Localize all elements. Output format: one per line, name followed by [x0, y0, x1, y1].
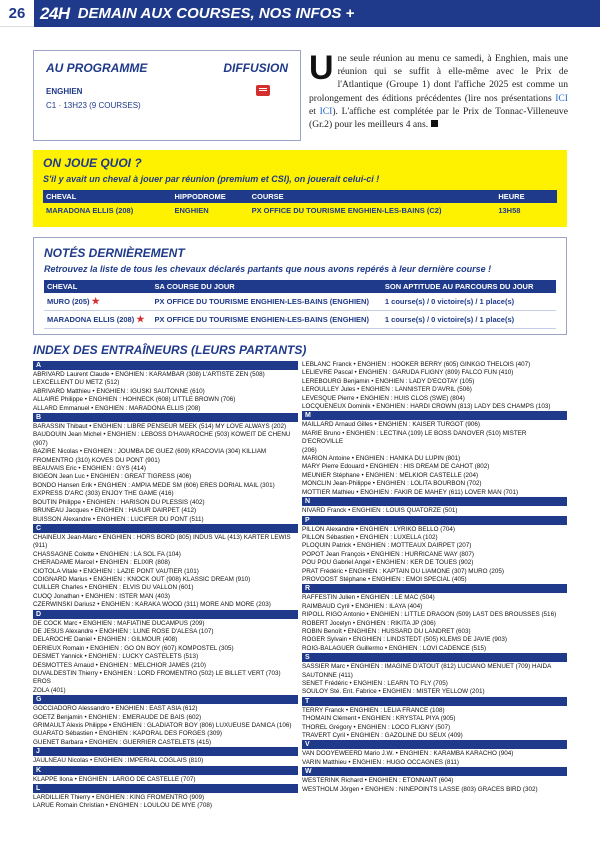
col-aptitude: SON APTITUDE AU PARCOURS DU JOUR: [382, 280, 556, 293]
index-entry[interactable]: BOUTIN Philippe • ENGHIEN : HARISON DU PLESSIS (402): [33, 498, 205, 506]
index-letter: M: [302, 411, 567, 420]
index-entry[interactable]: SASSIER Marc • ENGHIEN : IMAGINE D'ATOUT (812) LUCIANO MENUET (709) HAIDA: [302, 663, 552, 671]
link-ici-2[interactable]: ICI: [319, 105, 333, 117]
index-entry[interactable]: GOETZ Benjamin • ENGHIEN : EMERAUDE DE BAIS (602): [33, 713, 202, 721]
index-letter: P: [302, 516, 567, 525]
col-hippodrome: HIPPODROME: [172, 190, 249, 203]
index-entry[interactable]: MARIE Bruno • ENGHIEN : LECTINA (109) LE BOSS DANOVER (510) MISTER D'ECROVILLE: [302, 429, 527, 446]
index-entry[interactable]: KLAPPE Ilona • ENGHIEN : LARGO DE CASTELLE (707): [33, 775, 196, 783]
tv-channel-icon[interactable]: [256, 85, 270, 96]
index-entry[interactable]: SOULOY Sté. Ent. Fabrice • ENGHIEN : MISTER YELLOW (201): [302, 688, 485, 696]
index-entry[interactable]: GUARATO Sébastien • ENGHIEN : KAPORAL DES FORGES (309): [33, 730, 222, 738]
header-title: DEMAIN AUX COURSES, NOS INFOS +: [77, 5, 355, 22]
index-entry[interactable]: PLOQUIN Patrick • ENGHIEN : MOTTEAUX DAIRPET (207): [302, 542, 472, 550]
index-entry[interactable]: LOCQUENEUX Dominik • ENGHIEN : HARDI CROWN (813) LADY DES CHAMPS (103): [302, 403, 551, 411]
index-entry[interactable]: ALLAIRE Philippe • ENGHIEN : HOHNECK (608) LITTLE BROWN (706): [33, 396, 236, 404]
notes-title: NOTÉS DERNIÈREMENT: [44, 246, 185, 260]
index-entry[interactable]: RAFFESTIN Julien • ENGHIEN : LE MAC (504): [302, 594, 435, 602]
on-joue-quoi-subtitle: S'il y avait un cheval à jouer par réunion (premium et CSI), on jouerait celui-ci !: [43, 174, 380, 184]
programme-detail: C1 · 13H23 (9 COURSES): [46, 101, 141, 110]
index-entry[interactable]: POU POU Gabriel Angel • ENGHIEN : KER DE TOUES (902): [302, 559, 474, 567]
index-letter: T: [302, 697, 567, 706]
end-mark: [431, 120, 438, 127]
index-entry[interactable]: GUENET Barbara • ENGHIEN : GUERRIER CASTELETS (415): [33, 738, 212, 746]
index-entry[interactable]: BARASSIN Thibaut • ENGHIEN : LIBRE PENSEUR MEEK (514) MY LOVE ALWAYS (202): [33, 423, 287, 431]
index-entry[interactable]: ZOLA (401): [33, 686, 66, 694]
index-letter: D: [33, 610, 298, 619]
index-entry[interactable]: TERRY Franck • ENGHIEN : LELIA FRANCE (108): [302, 706, 445, 714]
index-letter: W: [302, 767, 567, 776]
index-title: INDEX DES ENTRAÎNEURS (LEURS PARTANTS): [33, 343, 307, 357]
index-letter: J: [33, 747, 298, 756]
programme-venue: ENGHIEN: [46, 87, 83, 96]
index-entry[interactable]: MARY Pierre Edouard • ENGHIEN : HIS DREAM DE CAHOT (802): [302, 463, 490, 471]
index-entry[interactable]: DUVALDESTIN Thierry • ENGHIEN : LORD FROMENTRO (502) LE BILLET VERT (703) EROS: [33, 670, 281, 686]
index-entry[interactable]: (911): [33, 542, 48, 550]
index-entry[interactable]: ROBIN Benoît • ENGHIEN : HUSSARD DU LANDRET (603): [302, 627, 471, 635]
index-letter: B: [33, 413, 298, 422]
index-entry[interactable]: PRAT Frédéric • ENGHIEN : KAPTAIN DU LIAMONE (307) MURO (205): [302, 567, 504, 575]
index-entry[interactable]: GRIMAULT Alexis Philippe • ENGHIEN : GLADIATOR BOY (806) LUXUEUSE DANICA (106): [33, 722, 292, 730]
index-entry[interactable]: MARION Antoine • ENGHIEN : HANIKA DU LUPIN (801): [302, 455, 461, 463]
index-entry[interactable]: DERIEUX Romain • ENGHIEN : GO ON BOY (607) KOMPOSTEL (305): [33, 644, 234, 652]
index-entry[interactable]: BEAUVAIS Eric • ENGHIEN : GYS (414): [33, 465, 147, 473]
col-cheval: CHEVAL: [44, 280, 152, 293]
index-entry[interactable]: RAIMBAUD Cyril • ENGHIEN : ILAYA (404): [302, 602, 423, 610]
index-entry[interactable]: POPOT Jean François • ENGHIEN : HURRICANE WAY (807): [302, 550, 475, 558]
index-entry[interactable]: BUISSON Alexandre • ENGHIEN : LUCIFER DU PONT (511): [33, 515, 204, 523]
index-entry[interactable]: ROGER Sylvain • ENGHIEN : LINDSTEDT (505) KLEMS DE JAVIE (903): [302, 636, 507, 644]
index-entry[interactable]: PILLON Sébastien • ENGHIEN : LUXELLA (102): [302, 533, 438, 541]
index-entry[interactable]: (907): [33, 439, 48, 447]
index-letter: K: [33, 766, 298, 775]
index-entry[interactable]: MOTTIER Mathieu • ENGHIEN : FAKIR DE MAHEY (611) LOVER MAN (701): [302, 488, 519, 496]
index-entry[interactable]: LARDILLIER Thierry • ENGHIEN : KING FROMENTRO (909): [33, 794, 205, 802]
page-header: [0, 0, 600, 27]
index-letter: L: [33, 784, 298, 793]
index-entry[interactable]: EXPRESS D'ARC (303) ENJOY THE GAME (416): [33, 490, 174, 498]
index-entry[interactable]: ROIG-BALAGUER Guillermo • ENGHIEN : LOVI CADENCE (515): [302, 644, 487, 652]
index-column-right: [302, 361, 567, 794]
col-course-du-jour: SA COURSE DU JOUR: [152, 280, 382, 293]
brand-logo: 24H: [40, 3, 70, 23]
index-entry[interactable]: ROBERT Jocelyn • ENGHIEN : RIKITA JP (306): [302, 619, 436, 627]
index-entry[interactable]: ABRIVARD Matthieu • ENGHIEN : IGUSKI SAUTONNE (610): [33, 387, 205, 395]
index-column-left: [33, 361, 298, 811]
table-row[interactable]: MARADONA ELLIS (208) ★ PX OFFICE DU TOURISME ENGHIEN-LES-BAINS (ENGHIEN) 1 course(s) / 0 victoire(s) / 1 place(s): [44, 311, 556, 329]
notes-subtitle: Retrouvez la liste de tous les chevaux déclarés partants que nous avons repérés à leur dernière course !: [44, 264, 492, 274]
index-entry[interactable]: DESMET Yannick • ENGHIEN : LUCKY CASTELETS (513): [33, 653, 199, 661]
index-entry[interactable]: TRAVERT Cyril • ENGHIEN : GAZOLINE DU SEUX (409): [302, 732, 463, 740]
index-entry[interactable]: LEVESQUE Pierre • ENGHIEN : HUIS CLOS (SWE) (804): [302, 394, 465, 402]
col-course: COURSE: [249, 190, 496, 203]
index-letter: C: [33, 524, 298, 533]
index-entry[interactable]: PILLON Alexandre • ENGHIEN : LYRIKO BELLO (704): [302, 525, 455, 533]
index-letter: A: [33, 361, 298, 370]
page-number: 26: [0, 0, 34, 27]
index-entry[interactable]: WESTERINK Richard • ENGHIEN : ETONNANT (604): [302, 777, 454, 785]
index-entry[interactable]: VARIN Matthieu • ENGHIEN : HUGO OCCAGNES (811): [302, 758, 459, 766]
index-letter: R: [302, 584, 567, 593]
index-entry[interactable]: BRUNEAU Jacques • ENGHIEN : HASUR DAIRPET (412): [33, 507, 197, 515]
index-entry[interactable]: BAZIRE Nicolas • ENGHIEN : JOUMBA DE GUEZ (609) KRACOVIA (304) KILLIAM: [33, 448, 267, 456]
on-joue-quoi-box: [33, 150, 567, 227]
notes-table: [44, 280, 556, 329]
index-entry[interactable]: NIVARD Franck • ENGHIEN : LOUIS QUATORZE (501): [302, 507, 458, 515]
index-entry[interactable]: LEROULLEY Jules • ENGHIEN : LANNISTER D'AVRIL (506): [302, 386, 472, 394]
diffusion-title: DIFFUSION: [223, 61, 288, 75]
index-letter: G: [33, 695, 298, 704]
index-entry[interactable]: DE COCK Marc • ENGHIEN : MAFIATINE DUCAMPUS (209): [33, 619, 205, 627]
index-entry[interactable]: LARUE Romain Christian • ENGHIEN : LOULOU DE MYE (708): [33, 802, 212, 810]
index-entry[interactable]: LELIEVRE Pascal • ENGHIEN : GARUDA FLIGNY (809) FALCO FUN (410): [302, 369, 514, 377]
index-entry[interactable]: FROMENTRO (310) KOVES DU PONT (901): [33, 456, 160, 464]
index-entry[interactable]: COIGNARD Marius • ENGHIEN : KNOCK OUT (908) KLASSIC DREAM (910): [33, 575, 251, 583]
index-entry[interactable]: RIPOLL RIGO Antonio • ENGHIEN : LITTLE DRAGON (509) LAST DES BROUSSES (516): [302, 611, 557, 619]
col-cheval: CHEVAL: [43, 190, 172, 203]
index-entry[interactable]: CHAINEUX Jean-Marc • ENGHIEN : HORS BORD (805) INDUS VAL (413) KARTER LEWIS: [33, 533, 291, 541]
index-entry[interactable]: ALLARD Emmanuel • ENGHIEN : MARADONA ELLIS (208): [33, 404, 201, 412]
index-entry[interactable]: GOCCIADORO Alessandro • ENGHIEN : EAST ASIA (612): [33, 705, 198, 713]
index-entry[interactable]: ABRIVARD Laurent Claude • ENGHIEN : KARAMBAR (308) L'ARTISTE ZEN (508): [33, 371, 265, 378]
index-entry[interactable]: THOREL Grégory • ENGHIEN : LOCO FLIGNY (507): [302, 723, 451, 731]
col-heure: HEURE: [495, 190, 557, 203]
index-entry[interactable]: CUOQ Jonathan • ENGHIEN : ISTER MAN (403): [33, 592, 170, 600]
index-entry[interactable]: DELAROCHE Daniel • ENGHIEN : GILMOUR (408): [33, 636, 178, 644]
on-joue-quoi-title: ON JOUE QUOI ?: [43, 156, 142, 170]
index-entry[interactable]: BAUDOUIN Jean Michel • ENGHIEN : LEBOSS D'HAVAROCHE (503) KOWEIT DE CHENU: [33, 431, 291, 439]
index-entry[interactable]: MEUNIER Stéphane • ENGHIEN : MELKIOR CASTELLE (204): [302, 471, 479, 479]
dropcap: U: [309, 49, 334, 87]
star-icon: ★: [136, 314, 145, 324]
index-entry[interactable]: LEXCELLENT DU METZ (512): [33, 379, 120, 387]
index-entry[interactable]: CIOTOLA Vitale • ENGHIEN : LAZIE PONT VAUTIER (101): [33, 567, 199, 575]
index-entry[interactable]: DESMOTTES Arnaud • ENGHIEN : MELCHIOR JAMES (210): [33, 661, 206, 669]
index-entry[interactable]: CHASSAGNE Colette • ENGHIEN : LA SOL FA (104): [33, 550, 181, 558]
on-joue-quoi-table: [43, 190, 557, 218]
index-entry[interactable]: LEREBOURG Benjamin • ENGHIEN : LADY D'ECOTAY (105): [302, 377, 475, 385]
index-letter: N: [302, 497, 567, 506]
table-row[interactable]: MURO (205) ★ PX OFFICE DU TOURISME ENGHIEN-LES-BAINS (ENGHIEN) 1 course(s) / 0 victoire(s) / 1 place(s): [44, 293, 556, 311]
index-entry[interactable]: LEBLANC Franck • ENGHIEN : HOOKER BERRY (605) GINKGO THELOIS (407): [302, 361, 531, 368]
index-entry[interactable]: THOMAIN Clément • ENGHIEN : KRYSTAL PIYA (905): [302, 715, 456, 723]
index-entry[interactable]: CUILLER Charles • ENGHIEN : ELVIS DU VALLON (601): [33, 584, 194, 592]
intro-text: Une seule réunion au menu ce samedi, à Enghien, mais une réunion qui se suffit à elle-même avec le Prix de l'Atlantique (Groupe 1) dont l'affiche 2025 est comme un prolongement des éditions précédentes (lire nos présentations ICI et ICI). L'affiche est complétée par le Prix de Tonnac-Villeneuve (Gr.2) pour les meilleurs 4 ans.: [309, 49, 568, 131]
table-row[interactable]: MARADONA ELLIS (208) ENGHIEN PX OFFICE DU TOURISME ENGHIEN-LES-BAINS (C2) 13H58: [43, 203, 557, 218]
index-entry[interactable]: (206): [302, 446, 317, 454]
programme-title: AU PROGRAMME: [46, 61, 148, 75]
programme-box: [33, 50, 301, 141]
index-entry[interactable]: VAN DOOYEWEERD Mario J.W. • ENGHIEN : KARAMBA KARACHO (904): [302, 750, 514, 758]
index-entry[interactable]: BONDO Hansen Erik • ENGHIEN : AMPIA MEDE SM (606) ERES DORIAL MAIL (301): [33, 481, 275, 489]
index-entry[interactable]: SENET Frédéric • ENGHIEN : LEARN TO FLY (705): [302, 680, 448, 687]
index-letter: V: [302, 740, 567, 749]
index-entry[interactable]: WESTHOLM Jörgen • ENGHIEN : NINEPOINTS LASSE (803) GRACES BIRD (302): [302, 785, 538, 793]
index-entry[interactable]: CHERADAME Marcel • ENGHIEN : ELIXIR (808): [33, 559, 170, 567]
index-entry[interactable]: MAILLARD Arnaud Gilles • ENGHIEN : KAISER TURGOT (906): [302, 421, 480, 429]
index-entry[interactable]: DE JESUS Alexandre • ENGHIEN : LUNE ROSE D'ALESA (107): [33, 627, 214, 635]
index-entry[interactable]: MONCLIN Jean-Philippe • ENGHIEN : LOLITA BOURBON (702): [302, 480, 482, 488]
index-entry[interactable]: BIGEON Jean Luc • ENGHIEN : GREAT TIGRESS (406): [33, 473, 192, 481]
star-icon: ★: [91, 296, 100, 306]
index-entry[interactable]: JAULNEAU Nicolas • ENGHIEN : IMPERIAL COGLAIS (810): [33, 757, 204, 765]
notes-box: [33, 237, 567, 335]
link-ici-1[interactable]: ICI: [555, 92, 568, 104]
index-letter: S: [302, 653, 567, 662]
index-entry[interactable]: SAUTONNE (411): [302, 671, 353, 679]
index-entry[interactable]: PROVOOST Stéphane • ENGHIEN : EMOI SPECIAL (405): [302, 575, 467, 583]
index-entry[interactable]: CZERWINSKI Dariusz • ENGHIEN : KARAKA WOOD (311) MORE AND MORE (203): [33, 601, 271, 609]
